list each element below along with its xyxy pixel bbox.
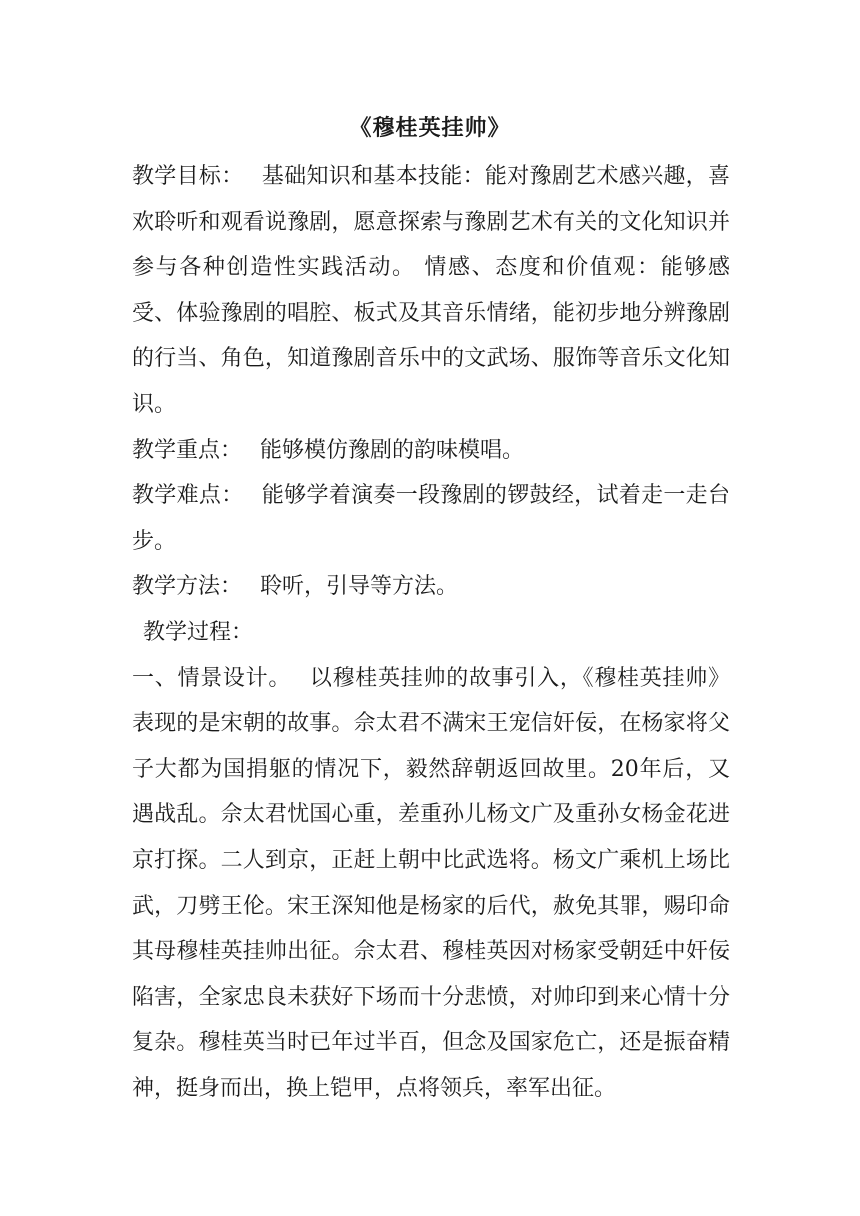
paragraph-scene-design <box>132 656 730 1112</box>
key-points-text: 能够模仿豫剧的韵味模唱。 <box>260 437 525 463</box>
paragraph-process-heading <box>132 610 730 656</box>
document-body <box>132 154 730 1111</box>
paragraph-methods <box>132 564 730 610</box>
difficulties-text: 能够学着演奏一段豫剧的锣鼓经，试着走一走台步。 <box>132 483 730 554</box>
process-label: 教学过程： <box>143 619 254 645</box>
document-title: 《穆桂英挂帅》 <box>349 115 511 141</box>
paragraph-objectives <box>132 154 730 428</box>
paragraph-difficulties <box>132 473 730 564</box>
objectives-text: 基础知识和基本技能：能对豫剧艺术感兴趣，喜欢聆听和观看说豫剧，愿意探索与豫剧艺术有关的文化知识并参与各种创造性实践活动。 情感、态度和价值观：能够感受、体验豫剧的唱腔、板式及其音乐情绪，能初步地分辨豫剧的行当、角色，知道豫剧音乐中的文武场、服饰等音乐文化知识。 <box>132 164 730 417</box>
methods-label: 教学方法： <box>132 574 243 600</box>
scene-design-label: 一、情景设计。 <box>132 665 292 691</box>
scene-design-text: 以穆桂英挂帅的故事引入，《穆桂英挂帅》表现的是宋朝的故事。佘太君不满宋王宠信奸佞，在杨家将父子大都为国捐躯的情况下，毅然辞朝返回故里。20年后，又遇战乱。佘太君忧国心重，差重孙儿杨文广及重孙女杨金花进京打探。二人到京，正赶上朝中比武选将。杨文广乘机上场比武，刀劈王伦。宋王深知他是杨家的后代，赦免其罪，赐印命其母穆桂英挂帅出征。佘太君、穆桂英因对杨家受朝廷中奸佞陷害，全家忠良未获好下场而十分悲愤，对帅印到来心情十分复杂。穆桂英当时已年过半百，但念及国家危亡，还是振奋精神，挺身而出，换上铠甲，点将领兵，率军出征。 <box>132 665 730 1101</box>
paragraph-key-points <box>132 428 730 474</box>
key-points-label: 教学重点： <box>132 437 243 463</box>
difficulties-label: 教学难点： <box>132 483 244 509</box>
methods-text: 聆听，引导等方法。 <box>260 574 459 600</box>
objectives-label: 教学目标： <box>132 164 244 189</box>
